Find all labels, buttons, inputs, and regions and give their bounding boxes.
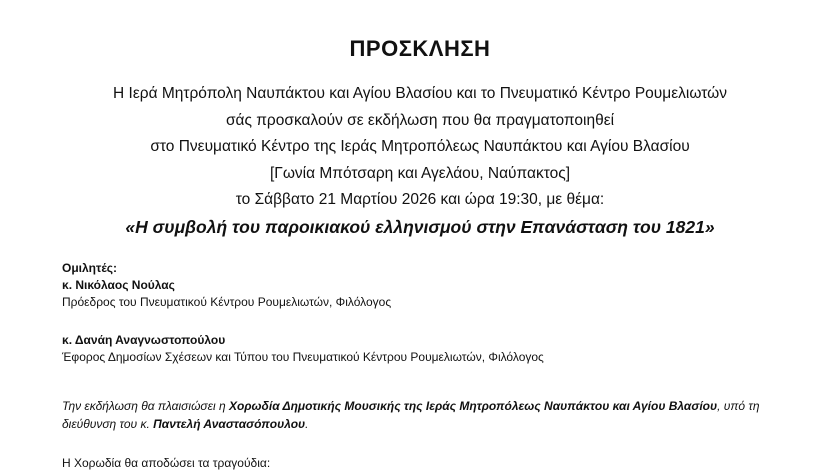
speaker-name: κ. Νικόλαος Νούλας xyxy=(62,278,175,292)
choir-note-text: . xyxy=(305,417,309,431)
page-title: ΠΡΟΣΚΛΗΣΗ xyxy=(349,36,491,61)
intro-line: στο Πνευματικό Κέντρο της Ιεράς Μητροπόλεως Ναυπάκτου και Αγίου Βλασίου xyxy=(150,138,690,155)
speakers-section xyxy=(62,260,802,387)
speakers-label: Ομιλητές: xyxy=(62,261,118,275)
intro-line: σάς προσκαλούν σε εκδήλωση που θα πραγματοποιηθεί xyxy=(225,111,615,129)
intro-line: [Γωνία Μπότσαρη και Αγελάου, Ναύπακτος] xyxy=(269,164,571,182)
choir-name: Χορωδία Δημοτικής Μουσικής της Ιεράς Μητροπόλεως Ναυπάκτου και Αγίου Βλασίου xyxy=(228,399,718,413)
choir-note xyxy=(62,397,802,433)
speaker-role: Έφορος Δημοσίων Σχέσεων και Τύπου του Πνευματικού Κέντρου Ρουμελιωτών, Φιλόλογος xyxy=(62,350,544,364)
speaker-entry xyxy=(62,277,802,311)
speaker-role: Πρόεδρος του Πνευματικού Κέντρου Ρουμελιωτών, Φιλόλογος xyxy=(62,295,392,309)
event-topic: «Η συμβολή του παροικιακού ελληνισμού στην Επανάσταση του 1821» xyxy=(125,217,715,237)
speaker-name: κ. Δανάη Αναγνωστοπούλου xyxy=(62,333,226,347)
intro-line: το Σάββατο 21 Μαρτίου 2026 και ώρα 19:30, με θέμα: xyxy=(235,191,605,208)
choir-director: Παντελή Αναστασόπουλου xyxy=(153,417,306,431)
choir-note-text: Την εκδήλωση θα πλαισιώσει η xyxy=(62,399,229,413)
speaker-entry xyxy=(62,332,802,366)
intro-paragraph xyxy=(0,81,840,214)
songs-intro-text: Η Χορωδία θα αποδώσει τα τραγούδια: xyxy=(62,456,271,470)
intro-line: Η Ιερά Μητρόπολη Ναυπάκτου και Αγίου Βλασίου και το Πνευματικό Κέντρο Ρουμελιωτών xyxy=(113,85,727,102)
choir-note-text: , υπό τη διεύθυνση του κ. xyxy=(62,399,760,431)
